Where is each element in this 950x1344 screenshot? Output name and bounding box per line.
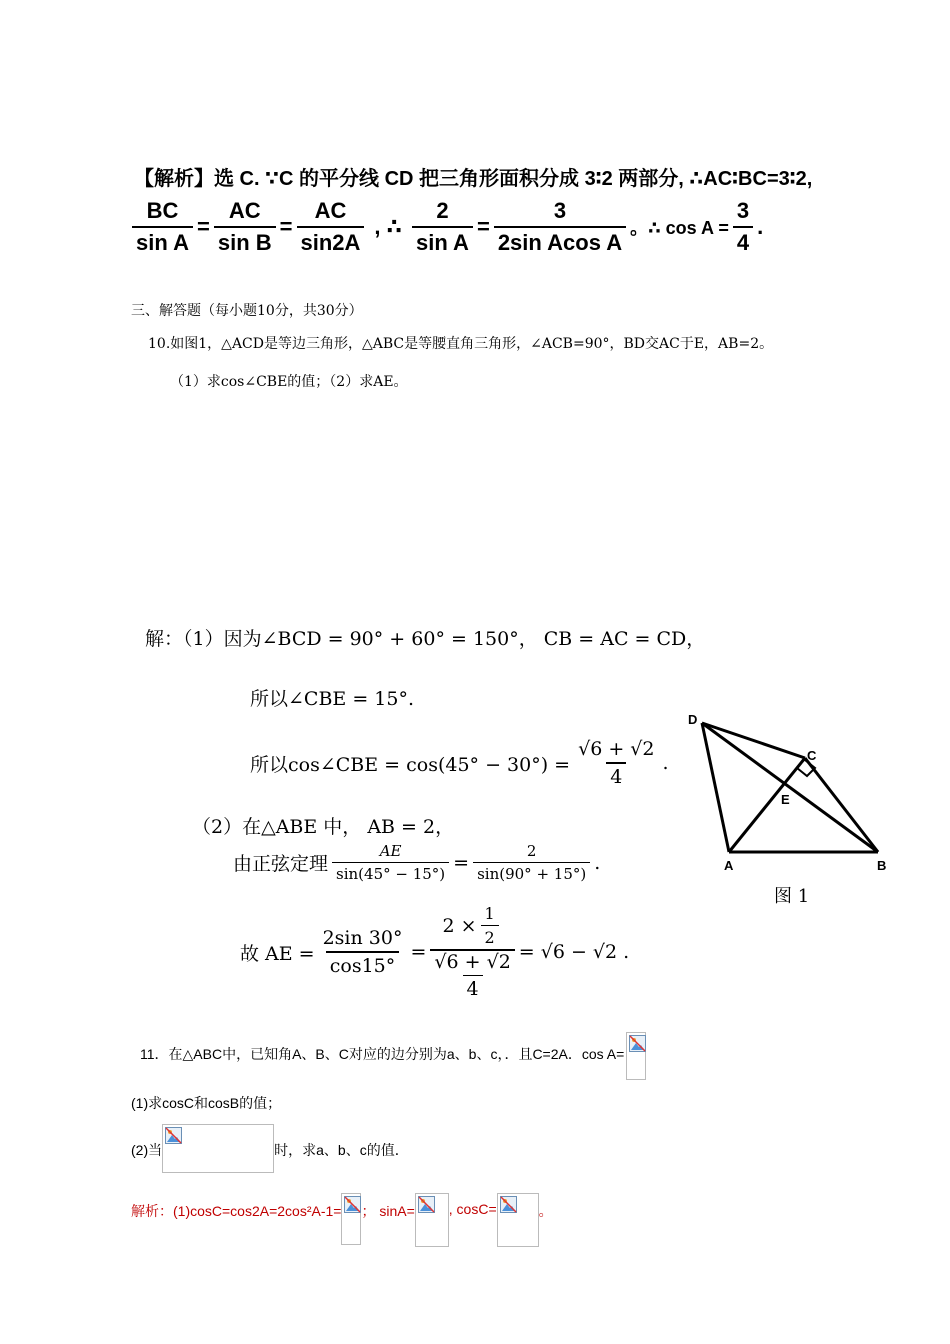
period: . bbox=[594, 851, 601, 874]
vertex-label-e: E bbox=[781, 792, 790, 807]
solution-line-4: （2）在△ABE 中， AB = 2， bbox=[192, 816, 455, 838]
denominator: sin A bbox=[132, 226, 193, 256]
vertex-label-b: B bbox=[877, 858, 887, 873]
denominator: cos15° bbox=[326, 951, 400, 977]
formula-image-placeholder bbox=[415, 1193, 449, 1247]
fraction-2sin30-over-cos15 bbox=[319, 927, 407, 977]
answer-part-b: ； sinA= bbox=[361, 1203, 415, 1219]
segment-da bbox=[702, 723, 729, 852]
numerator: 3 bbox=[553, 198, 567, 223]
solution-line-1: 解：（1）因为∠BCD = 90° + 60° = 150°， CB = AC = CD， bbox=[145, 628, 706, 650]
period: . bbox=[662, 752, 669, 774]
therefore-symbol: , ∴ bbox=[374, 214, 402, 239]
period: . bbox=[757, 214, 764, 239]
fraction-3-2sinacosa bbox=[494, 198, 626, 256]
fraction-2-over-sin bbox=[473, 842, 590, 883]
fraction-2-sina bbox=[412, 198, 473, 256]
equals-sign: = bbox=[279, 214, 293, 239]
vertex-label-d: D bbox=[688, 712, 698, 727]
numerator: BC bbox=[146, 198, 179, 223]
numerator: √6 + √2 bbox=[434, 951, 511, 973]
numerator: 2sin 30° bbox=[322, 927, 403, 949]
numerator: 2 bbox=[436, 198, 449, 223]
fraction-sqrt6-sqrt2-over-4 bbox=[430, 951, 514, 1000]
denominator: 2sin Acos A bbox=[494, 226, 626, 256]
answer-part-c: , cosC= bbox=[448, 1201, 497, 1217]
compound-fraction bbox=[430, 904, 514, 1000]
sine-rule-label: 由正弦定理 bbox=[233, 853, 329, 875]
formula-image-placeholder bbox=[626, 1032, 646, 1080]
two-times: 2 × bbox=[442, 914, 477, 937]
denominator: 4 bbox=[606, 762, 626, 788]
denominator: sin B bbox=[214, 226, 276, 256]
equals-sign: = bbox=[410, 941, 427, 963]
ae-label: 故 AE = bbox=[240, 942, 315, 965]
solution-line-5 bbox=[233, 842, 600, 883]
broken-image-icon bbox=[344, 1196, 361, 1213]
figure-1-caption: 图 1 bbox=[774, 886, 810, 907]
denominator: 4 bbox=[463, 975, 483, 1000]
denominator: sin2A bbox=[297, 226, 365, 256]
fraction-ae-over-sin bbox=[332, 842, 449, 883]
equals-sign: = bbox=[196, 214, 210, 239]
question-11-part-2 bbox=[131, 1124, 409, 1173]
broken-image-icon bbox=[165, 1127, 182, 1144]
question-10-text: 10.如图1，△ACD是等边三角形，△ABC是等腰直角三角形，∠ACB=90°，BD交AC于E，AB=2。 bbox=[148, 336, 774, 352]
broken-image-icon bbox=[500, 1196, 517, 1213]
question-11-answer bbox=[131, 1193, 553, 1247]
broken-image-icon bbox=[629, 1035, 646, 1052]
answer-part-a: 解析：(1)cosC=cos2A=2cos²A-1= bbox=[131, 1203, 342, 1219]
fraction-3-4 bbox=[733, 198, 753, 256]
question-11-text bbox=[140, 1044, 646, 1092]
answer-part-d: 。 bbox=[538, 1203, 553, 1219]
question-11-part-1: (1)求cosC和cosB的值； bbox=[131, 1095, 282, 1111]
numerator: 3 bbox=[736, 198, 750, 223]
fraction-half bbox=[481, 904, 499, 947]
numerator: AC bbox=[314, 198, 347, 223]
numerator bbox=[438, 904, 506, 949]
solution-line-2: 所以∠CBE = 15°. bbox=[250, 688, 415, 710]
formula-image-placeholder bbox=[162, 1124, 274, 1173]
solution-line-3 bbox=[250, 738, 669, 788]
formula-image-placeholder bbox=[341, 1193, 361, 1245]
denominator bbox=[430, 949, 514, 1000]
segment-cd bbox=[702, 723, 805, 758]
denominator: sin(90° + 15°) bbox=[473, 862, 590, 883]
section-heading: 三、解答题（每小题10分，共30分） bbox=[131, 303, 363, 319]
denominator: sin A bbox=[412, 226, 473, 256]
figure-1-diagram bbox=[680, 708, 900, 908]
denominator: 2 bbox=[481, 925, 499, 947]
cos-a-equals: 。∴ cos A = bbox=[630, 218, 729, 238]
equals-sign: = bbox=[453, 851, 470, 874]
numerator: 2 bbox=[526, 842, 537, 860]
question-10-subparts: （1）求cos∠CBE的值；（2）求AE。 bbox=[170, 374, 408, 390]
analysis-line-1: 【解析】选 C. ∵C 的平分线 CD 把三角形面积分成 3∶2 两部分, ∴AC∶BC=3∶2, bbox=[134, 168, 813, 190]
numerator: √6 + √2 bbox=[578, 738, 655, 760]
part-2-suffix: 时，求a、b、c的值． bbox=[274, 1142, 409, 1158]
cos-cbe-expression: 所以cos∠CBE = cos(45° − 30°) = bbox=[250, 753, 571, 776]
fraction-sqrt6-sqrt2-over-4 bbox=[574, 738, 658, 788]
segment-db bbox=[702, 723, 878, 852]
fraction-ac-sinb bbox=[214, 198, 276, 256]
part-2-prefix: (2)当 bbox=[131, 1142, 163, 1158]
question-11-body: 11．在△ABC中，已知角A、B、C对应的边分别为a、b、c，．且C=2A．cos A= bbox=[140, 1046, 625, 1062]
vertex-label-a: A bbox=[724, 858, 734, 873]
denominator: 4 bbox=[733, 226, 753, 256]
numerator: AE bbox=[379, 842, 402, 860]
final-result: = √6 − √2 . bbox=[518, 941, 630, 963]
formula-image-placeholder bbox=[497, 1193, 539, 1247]
fraction-bc-sina bbox=[132, 198, 193, 256]
vertex-label-c: C bbox=[807, 748, 817, 763]
broken-image-icon bbox=[418, 1196, 435, 1213]
analysis-formula bbox=[128, 198, 763, 256]
equals-sign: = bbox=[476, 214, 490, 239]
denominator: sin(45° − 15°) bbox=[332, 862, 449, 883]
numerator: 1 bbox=[484, 904, 495, 923]
fraction-ac-sin2a bbox=[297, 198, 365, 256]
numerator: AC bbox=[228, 198, 261, 223]
solution-line-6 bbox=[240, 904, 629, 1000]
